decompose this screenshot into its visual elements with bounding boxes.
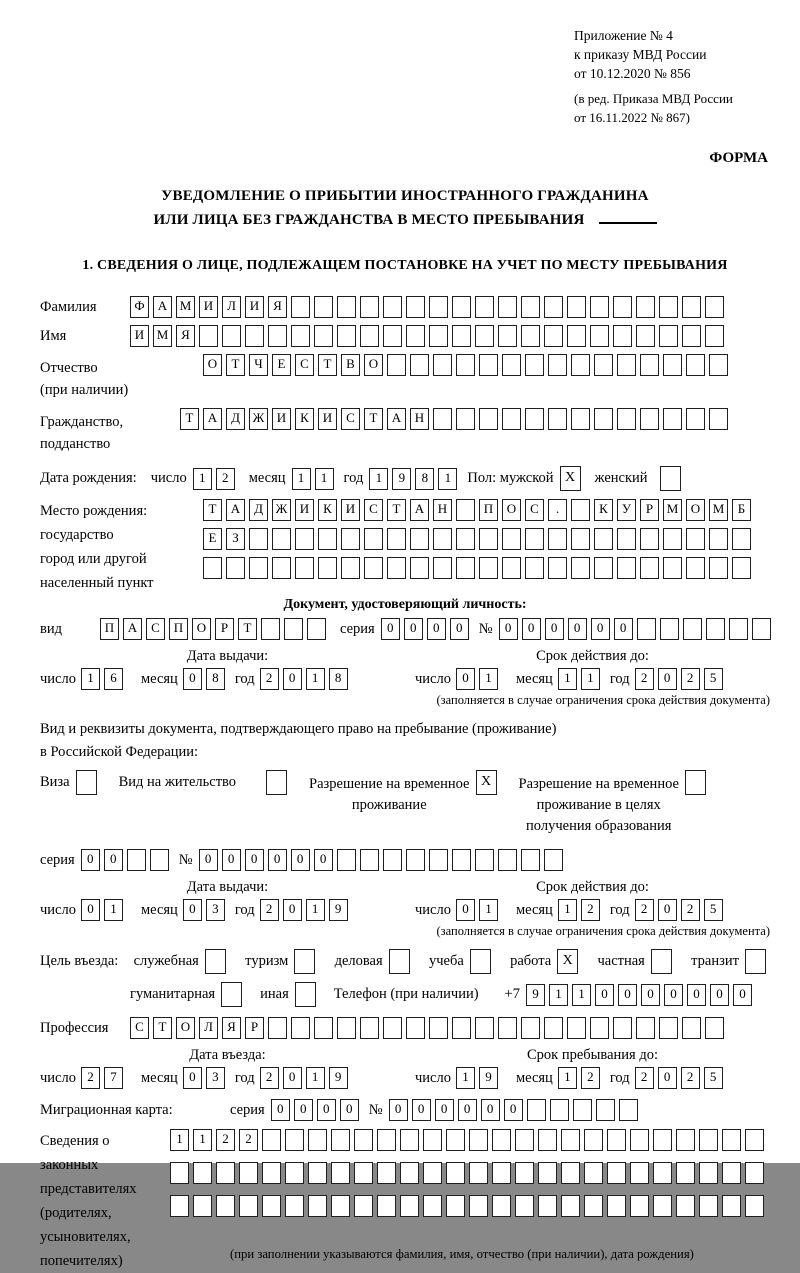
purpose-tourism-label: туризм [245,953,289,969]
sex-female-label: женский [594,470,648,486]
migration-card-row [40,1099,770,1121]
res-number-field[interactable]: 0 0 0 0 0 0 [199,849,567,871]
profession-row [40,1017,770,1039]
rep-field-row3[interactable] [170,1195,768,1217]
id-valid-day-field[interactable]: 0 1 [456,668,502,690]
year-label: год [609,1069,630,1086]
stay-month-field[interactable]: 1 2 [558,1067,604,1089]
id-series-field[interactable]: 0 0 0 0 [381,618,473,640]
form-title [40,184,770,232]
purpose-private-label: частная [597,953,645,969]
day-label: число [415,1069,451,1086]
id-number-field[interactable]: 0 0 0 0 0 0 [499,618,775,640]
patronymic-label: Отчество [40,360,98,376]
purpose-official-checkbox[interactable] [205,949,230,974]
year-label: год [343,470,364,486]
res-valid-day-field[interactable]: 0 1 [456,899,502,921]
phone-prefix: +7 [504,986,520,1002]
id-number-label: № [478,620,493,637]
purpose-work-label: работа [510,953,552,969]
residence-permit-checkbox[interactable] [266,770,291,795]
res-number-label: № [178,851,193,868]
purpose-business-checkbox[interactable] [389,949,414,974]
citizenship-label-2: подданство [40,436,111,452]
month-label: месяц [515,670,553,687]
rep-label-4: (родителях, [40,1205,112,1221]
res-series-label: серия [40,851,75,868]
residence-doc-line1: Вид и реквизиты документа, подтверждающего право на пребывание (проживание) [40,721,557,737]
phone-label: Телефон (при наличии) [333,986,479,1002]
blank-underline [599,208,657,224]
id-issue-year-field[interactable]: 2 0 1 8 [260,668,352,690]
forma-label: ФОРМА [709,150,768,166]
year-label: год [609,670,630,687]
stay-year-field[interactable]: 2 0 2 5 [635,1067,727,1089]
purpose-other-label: иная [260,986,289,1002]
temp-permit-checkbox[interactable]: X [476,770,501,795]
residence-permit-label: Вид на жительство [118,774,237,790]
res-valid-month-field[interactable]: 1 2 [558,899,604,921]
purpose-row-2 [130,982,770,1007]
res-issue-heading: Дата выдачи: [186,879,269,895]
purpose-work-checkbox[interactable]: X [557,949,582,974]
id-kind-label: вид [40,620,62,637]
entry-month-field[interactable]: 0 3 [183,1067,229,1089]
res-valid-note: (заполняется в случае ограничения срока действия документа) [436,924,770,938]
entry-day-field[interactable]: 2 7 [81,1067,127,1089]
day-label: число [150,470,187,486]
id-doc-heading: Документ, удостоверяющий личность: [283,597,527,612]
purpose-transit-label: транзит [691,953,739,969]
surname-row [40,296,770,318]
purpose-study-checkbox[interactable] [470,949,495,974]
profession-label: Профессия [40,1020,109,1036]
res-issue-day-field[interactable]: 0 1 [81,899,127,921]
form-title-line1: УВЕДОМЛЕНИЕ О ПРИБЫТИИ ИНОСТРАННОГО ГРАЖДАНИНА [161,188,649,204]
birth-date-row [40,466,770,491]
purpose-official-label: служебная [133,953,199,969]
residence-doc-paragraph [40,718,770,764]
id-valid-heading: Срок действия до: [536,648,649,664]
sex-female-checkbox[interactable] [660,466,685,491]
residence-doc-dates [40,879,770,921]
temp-permit-label-2: проживание [351,797,427,813]
form-title-line2: ИЛИ ЛИЦА БЕЗ ГРАЖДАНСТВА В МЕСТО ПРЕБЫВАНИЯ [153,212,585,228]
edu-permit-label-1: Разрешение на временное [518,776,679,792]
res-valid-year-field[interactable]: 2 0 2 5 [635,899,727,921]
surname-field[interactable]: Ф А М И Л И Я [130,296,728,318]
mig-number-field[interactable]: 0 0 0 0 0 0 [389,1099,642,1121]
purpose-tourism-checkbox[interactable] [294,949,319,974]
month-label: месяц [515,1069,553,1086]
birth-place-state-label: государство [40,527,114,543]
purpose-label: Цель въезда: [40,953,119,969]
edu-permit-label-3: получения образования [526,818,672,834]
citizenship-label-1: Гражданство, [40,414,124,430]
day-label: число [40,670,76,687]
name-label: Имя [40,328,67,344]
visa-label: Виза [40,774,70,790]
entry-year-field[interactable]: 2 0 1 9 [260,1067,352,1089]
sex-male-checkbox[interactable]: X [560,466,585,491]
day-label: число [40,1069,76,1086]
temp-permit-label-1: Разрешение на временное [309,776,470,792]
purpose-row [40,949,770,974]
month-label: месяц [248,470,286,486]
purpose-humanitarian-checkbox[interactable] [221,982,246,1007]
edu-permit-checkbox[interactable] [685,770,710,795]
mig-series-label: серия [230,1101,265,1118]
purpose-private-checkbox[interactable] [651,949,676,974]
header-line-5: от 16.11.2022 № 867) [574,110,691,125]
id-issue-day-field[interactable]: 1 6 [81,668,127,690]
section-1-heading: 1. СВЕДЕНИЯ О ЛИЦЕ, ПОДЛЕЖАЩЕМ ПОСТАНОВКЕ НА УЧЕТ ПО МЕСТУ ПРЕБЫВАНИЯ [82,258,728,273]
birth-place-field-row2[interactable]: Е З [203,528,755,550]
id-issue-heading: Дата выдачи: [186,648,269,664]
rep-label-2: законных [40,1157,99,1173]
id-doc-dates [40,648,770,690]
month-label: месяц [140,670,178,687]
id-valid-month-field[interactable]: 1 1 [558,668,604,690]
birth-day-field[interactable]: 1 2 [193,468,239,490]
rep-label-5: усыновителях, [40,1229,131,1245]
id-kind-field[interactable]: П А С П О Р Т [100,618,330,640]
edu-permit-label-2: проживание в целях [536,797,661,813]
month-label: месяц [140,901,178,918]
birth-month-field[interactable]: 1 1 [292,468,338,490]
entry-date-heading: Дата въезда: [189,1047,266,1063]
rep-field-row1[interactable]: 1 1 2 2 [170,1129,768,1151]
name-row [40,325,770,347]
residence-doc-number-row [40,849,770,871]
birth-place-block [40,499,770,595]
residence-doc-line2: в Российской Федерации: [40,744,199,760]
id-doc-row [40,618,770,640]
res-series-field[interactable]: 0 0 [81,849,173,871]
month-label: месяц [140,1069,178,1086]
birth-place-field-row3[interactable] [203,557,755,579]
rep-note: (при заполнении указываются фамилия, имя, отчество (при наличии), дата рождения) [230,1247,694,1261]
purpose-transit-checkbox[interactable] [745,949,770,974]
header-note [40,26,770,168]
birth-date-label: Дата рождения: [40,470,137,486]
citizenship-row [40,408,770,455]
day-label: число [415,670,451,687]
header-line-2: к приказу МВД России [574,47,707,62]
surname-label: Фамилия [40,299,97,315]
citizenship-field[interactable]: Т А Д Ж И К И С Т А Н [180,408,732,430]
year-label: год [234,901,255,918]
stay-until-heading: Срок пребывания до: [527,1047,658,1063]
purpose-other-checkbox[interactable] [295,982,320,1007]
day-label: число [415,901,451,918]
residence-doc-types [40,770,770,837]
patronymic-row [40,354,770,401]
header-line-4: (в ред. Приказа МВД России [574,91,733,106]
phone-field[interactable]: 9 1 1 0 0 0 0 0 0 0 [526,984,756,1006]
id-series-label: серия [340,620,375,637]
entry-stay-dates [40,1047,770,1089]
year-label: год [234,1069,255,1086]
profession-field[interactable]: С Т О Л Я Р [130,1017,728,1039]
birth-place-field-row1[interactable]: Т А Д Ж И К И С Т А Н П О С . К У Р М О М Б [203,499,755,521]
year-label: год [234,670,255,687]
purpose-study-label: учеба [428,953,464,969]
year-label: год [609,901,630,918]
purpose-business-label: деловая [334,953,383,969]
name-field[interactable]: И М Я [130,325,728,347]
header-line-1: Приложение № 4 [574,28,673,43]
header-line-3: от 10.12.2020 № 856 [574,66,691,81]
rep-label-3: представителях [40,1181,137,1197]
res-issue-year-field[interactable]: 2 0 1 9 [260,899,352,921]
patronymic-field[interactable]: О Т Ч Е С Т В О [203,354,732,376]
day-label: число [40,901,76,918]
id-valid-note: (заполняется в случае ограничения срока действия документа) [436,693,770,707]
sex-male-label: Пол: мужской [467,470,554,486]
birth-year-field[interactable]: 1 9 8 1 [369,468,461,490]
res-valid-heading: Срок действия до: [536,879,649,895]
birth-place-city-label-1: город или другой [40,551,147,567]
stay-day-field[interactable]: 1 9 [456,1067,502,1089]
purpose-humanitarian-label: гуманитарная [130,986,216,1002]
birth-place-city-label-2: населенный пункт [40,575,154,591]
rep-field-row2[interactable] [170,1162,768,1184]
month-label: месяц [515,901,553,918]
migration-card-label: Миграционная карта: [40,1101,173,1118]
birth-place-label: Место рождения: [40,503,148,519]
mig-number-label: № [368,1101,383,1118]
visa-checkbox[interactable] [76,770,101,795]
mig-series-field[interactable]: 0 0 0 0 [271,1099,363,1121]
patronymic-note: (при наличии) [40,382,129,398]
res-issue-month-field[interactable]: 0 3 [183,899,229,921]
rep-label-6: попечителях) [40,1253,123,1269]
id-valid-year-field[interactable]: 2 0 2 5 [635,668,727,690]
rep-label-1: Сведения о [40,1133,110,1149]
id-issue-month-field[interactable]: 0 8 [183,668,229,690]
